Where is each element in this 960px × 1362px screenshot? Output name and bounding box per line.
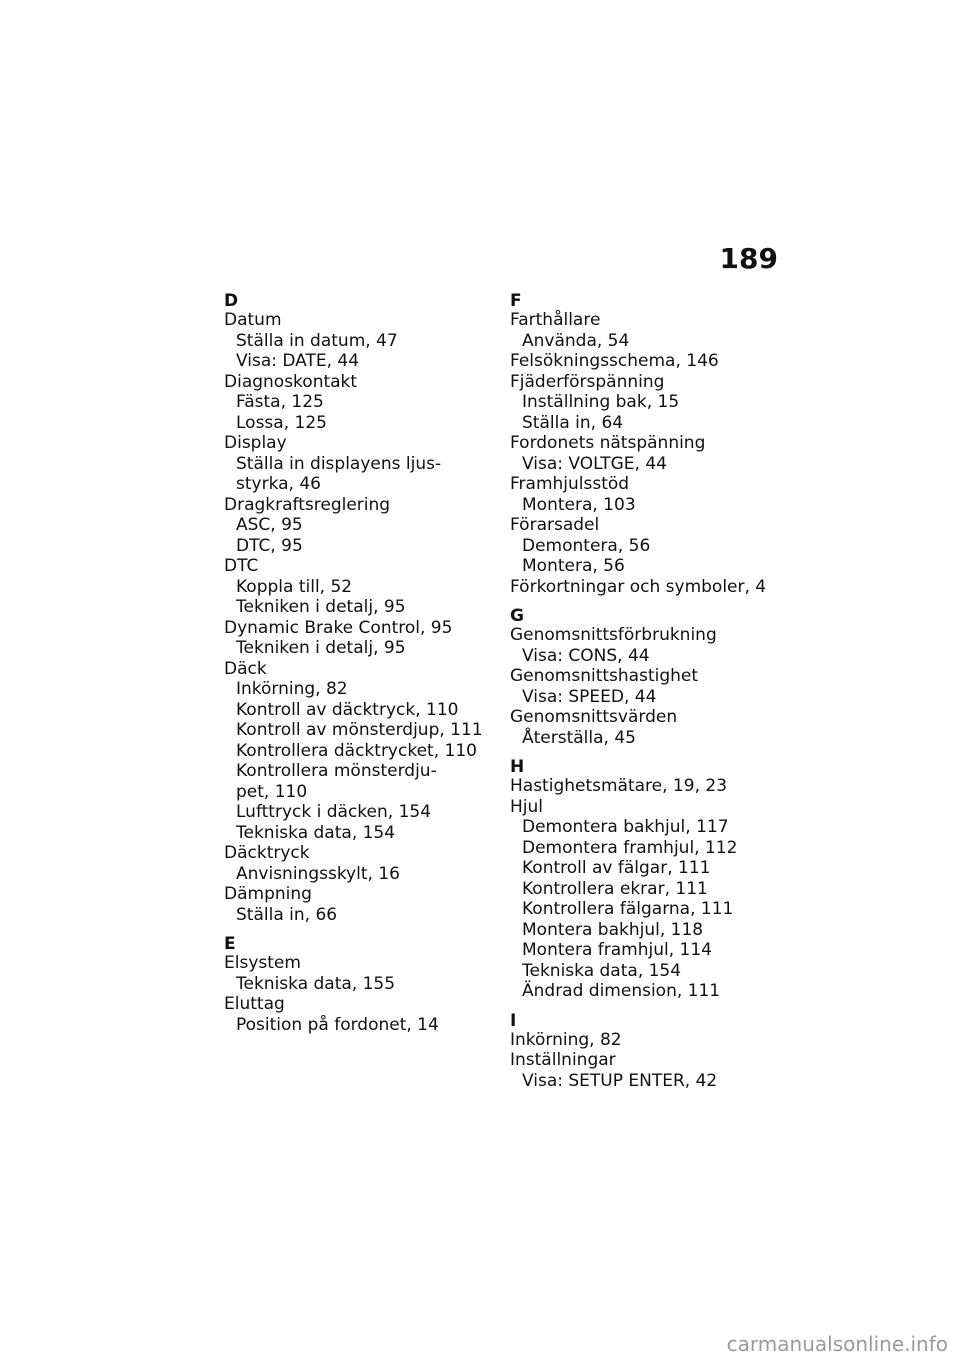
index-subentry: Demontera, 56 — [522, 535, 651, 556]
index-section — [224, 292, 484, 925]
index-subentry: Kontrollera fälgarna, 111 — [522, 899, 734, 919]
index-section — [510, 758, 770, 1002]
index-subentry: Position på fordonet, 14 — [236, 1014, 439, 1035]
index-entry: Förarsadel — [510, 515, 600, 535]
index-subentry: Använda, 54 — [522, 330, 630, 351]
index-subentry: Montera bakhjul, 118 — [522, 919, 704, 940]
index-subentry: Visa: DATE, 44 — [236, 351, 360, 371]
index-entry: Genomsnittshastighet — [510, 666, 699, 686]
index-subentry: Koppla till, 52 — [236, 576, 353, 597]
section-letter: D — [224, 291, 239, 311]
index-entry: Däck — [224, 658, 267, 679]
index-section — [224, 935, 484, 1035]
index-entry: Dynamic Brake Control, 95 — [224, 617, 453, 638]
index-subentry: ASC, 95 — [236, 515, 303, 535]
index-entry: Hjul — [510, 796, 544, 817]
section-letter: I — [510, 1010, 517, 1031]
index-section — [510, 292, 770, 597]
index-section — [510, 1012, 770, 1092]
index-section — [510, 607, 770, 748]
index-subentry: Visa: SPEED, 44 — [522, 686, 657, 707]
index-subentry: pet, 110 — [236, 781, 308, 802]
index-subentry: Tekniska data, 154 — [522, 960, 682, 981]
section-letter: F — [510, 291, 522, 311]
index-entry: Inkörning, 82 — [510, 1029, 622, 1050]
footer-watermark: carmanualsonline.info — [726, 1332, 948, 1356]
index-subentry: Kontrollera däcktrycket, 110 — [236, 740, 477, 761]
index-subentry: Ställa in datum, 47 — [236, 330, 398, 351]
index-entry: Inställningar — [510, 1050, 616, 1070]
index-entry: Förkortningar och symboler, 4 — [510, 576, 767, 597]
index-subentry: Kontrollera ekrar, 111 — [522, 878, 708, 899]
index-entry: Framhjulsstöd — [510, 474, 630, 494]
index-entry: Diagnoskontakt — [224, 371, 358, 392]
index-subentry: Montera, 103 — [522, 494, 636, 515]
section-letter: E — [224, 934, 236, 954]
index-entry: Felsökningsschema, 146 — [510, 351, 719, 371]
index-subentry: Tekniken i detalj, 95 — [236, 638, 406, 658]
index-entry: Elsystem — [224, 953, 301, 973]
index-subentry: Kontroll av fälgar, 111 — [522, 858, 711, 878]
index-subentry: Tekniska data, 155 — [236, 973, 396, 994]
index-subentry: Ställa in, 64 — [522, 412, 624, 433]
index-entry: Eluttag — [224, 994, 285, 1014]
section-letter: H — [510, 757, 525, 777]
index-subentry: Demontera framhjul, 112 — [522, 837, 738, 858]
index-entry: DTC — [224, 556, 259, 576]
index-subentry: Lossa, 125 — [236, 412, 327, 433]
index-subentry: Fästa, 125 — [236, 392, 324, 412]
index-entry: Fjäderförspänning — [510, 371, 665, 392]
index-subentry: Ställa in displayens ljus- — [236, 453, 442, 474]
index-subentry: Tekniska data, 154 — [236, 822, 396, 843]
index-column-right — [510, 292, 770, 1101]
section-letter: G — [510, 606, 524, 626]
index-column-left — [224, 292, 484, 1045]
index-entry: Genomsnittsförbrukning — [510, 625, 717, 645]
index-subentry: DTC, 95 — [236, 535, 303, 556]
index-subentry: Inställning bak, 15 — [522, 392, 680, 412]
index-subentry: Montera framhjul, 114 — [522, 940, 712, 960]
index-entry: Däcktryck — [224, 843, 310, 863]
index-subentry: Tekniken i detalj, 95 — [236, 597, 406, 617]
index-subentry: Ställa in, 66 — [236, 904, 338, 925]
index-subentry: Lufttryck i däcken, 154 — [236, 802, 432, 822]
index-entry: Datum — [224, 310, 282, 330]
index-subentry: Återställa, 45 — [522, 727, 636, 748]
index-subentry: Ändrad dimension, 111 — [522, 981, 721, 1001]
index-subentry: Visa: VOLTGE, 44 — [522, 453, 667, 474]
index-subentry: Kontroll av mönsterdjup, 111 — [236, 720, 483, 740]
index-entry: Dragkraftsreglering — [224, 494, 391, 515]
index-subentry: Montera, 56 — [522, 556, 625, 576]
index-subentry: Demontera bakhjul, 117 — [522, 817, 729, 837]
index-subentry: Inkörning, 82 — [236, 679, 348, 699]
index-subentry: Visa: CONS, 44 — [522, 645, 650, 666]
index-entry: Fordonets nätspänning — [510, 433, 706, 453]
index-entry: Hastighetsmätare, 19, 23 — [510, 776, 728, 796]
index-subentry: Anvisningsskylt, 16 — [236, 863, 400, 884]
index-entry: Dämpning — [224, 884, 312, 904]
index-subentry: Kontroll av däcktryck, 110 — [236, 699, 459, 720]
index-subentry: Kontrollera mönsterdju- — [236, 761, 437, 781]
index-entry: Genomsnittsvärden — [510, 707, 678, 727]
index-entry: Farthållare — [510, 310, 601, 330]
index-entry: Display — [224, 433, 287, 453]
index-subentry: Visa: SETUP ENTER, 42 — [522, 1070, 718, 1091]
index-subentry: styrka, 46 — [236, 474, 321, 494]
page-number: 189 — [719, 242, 778, 275]
